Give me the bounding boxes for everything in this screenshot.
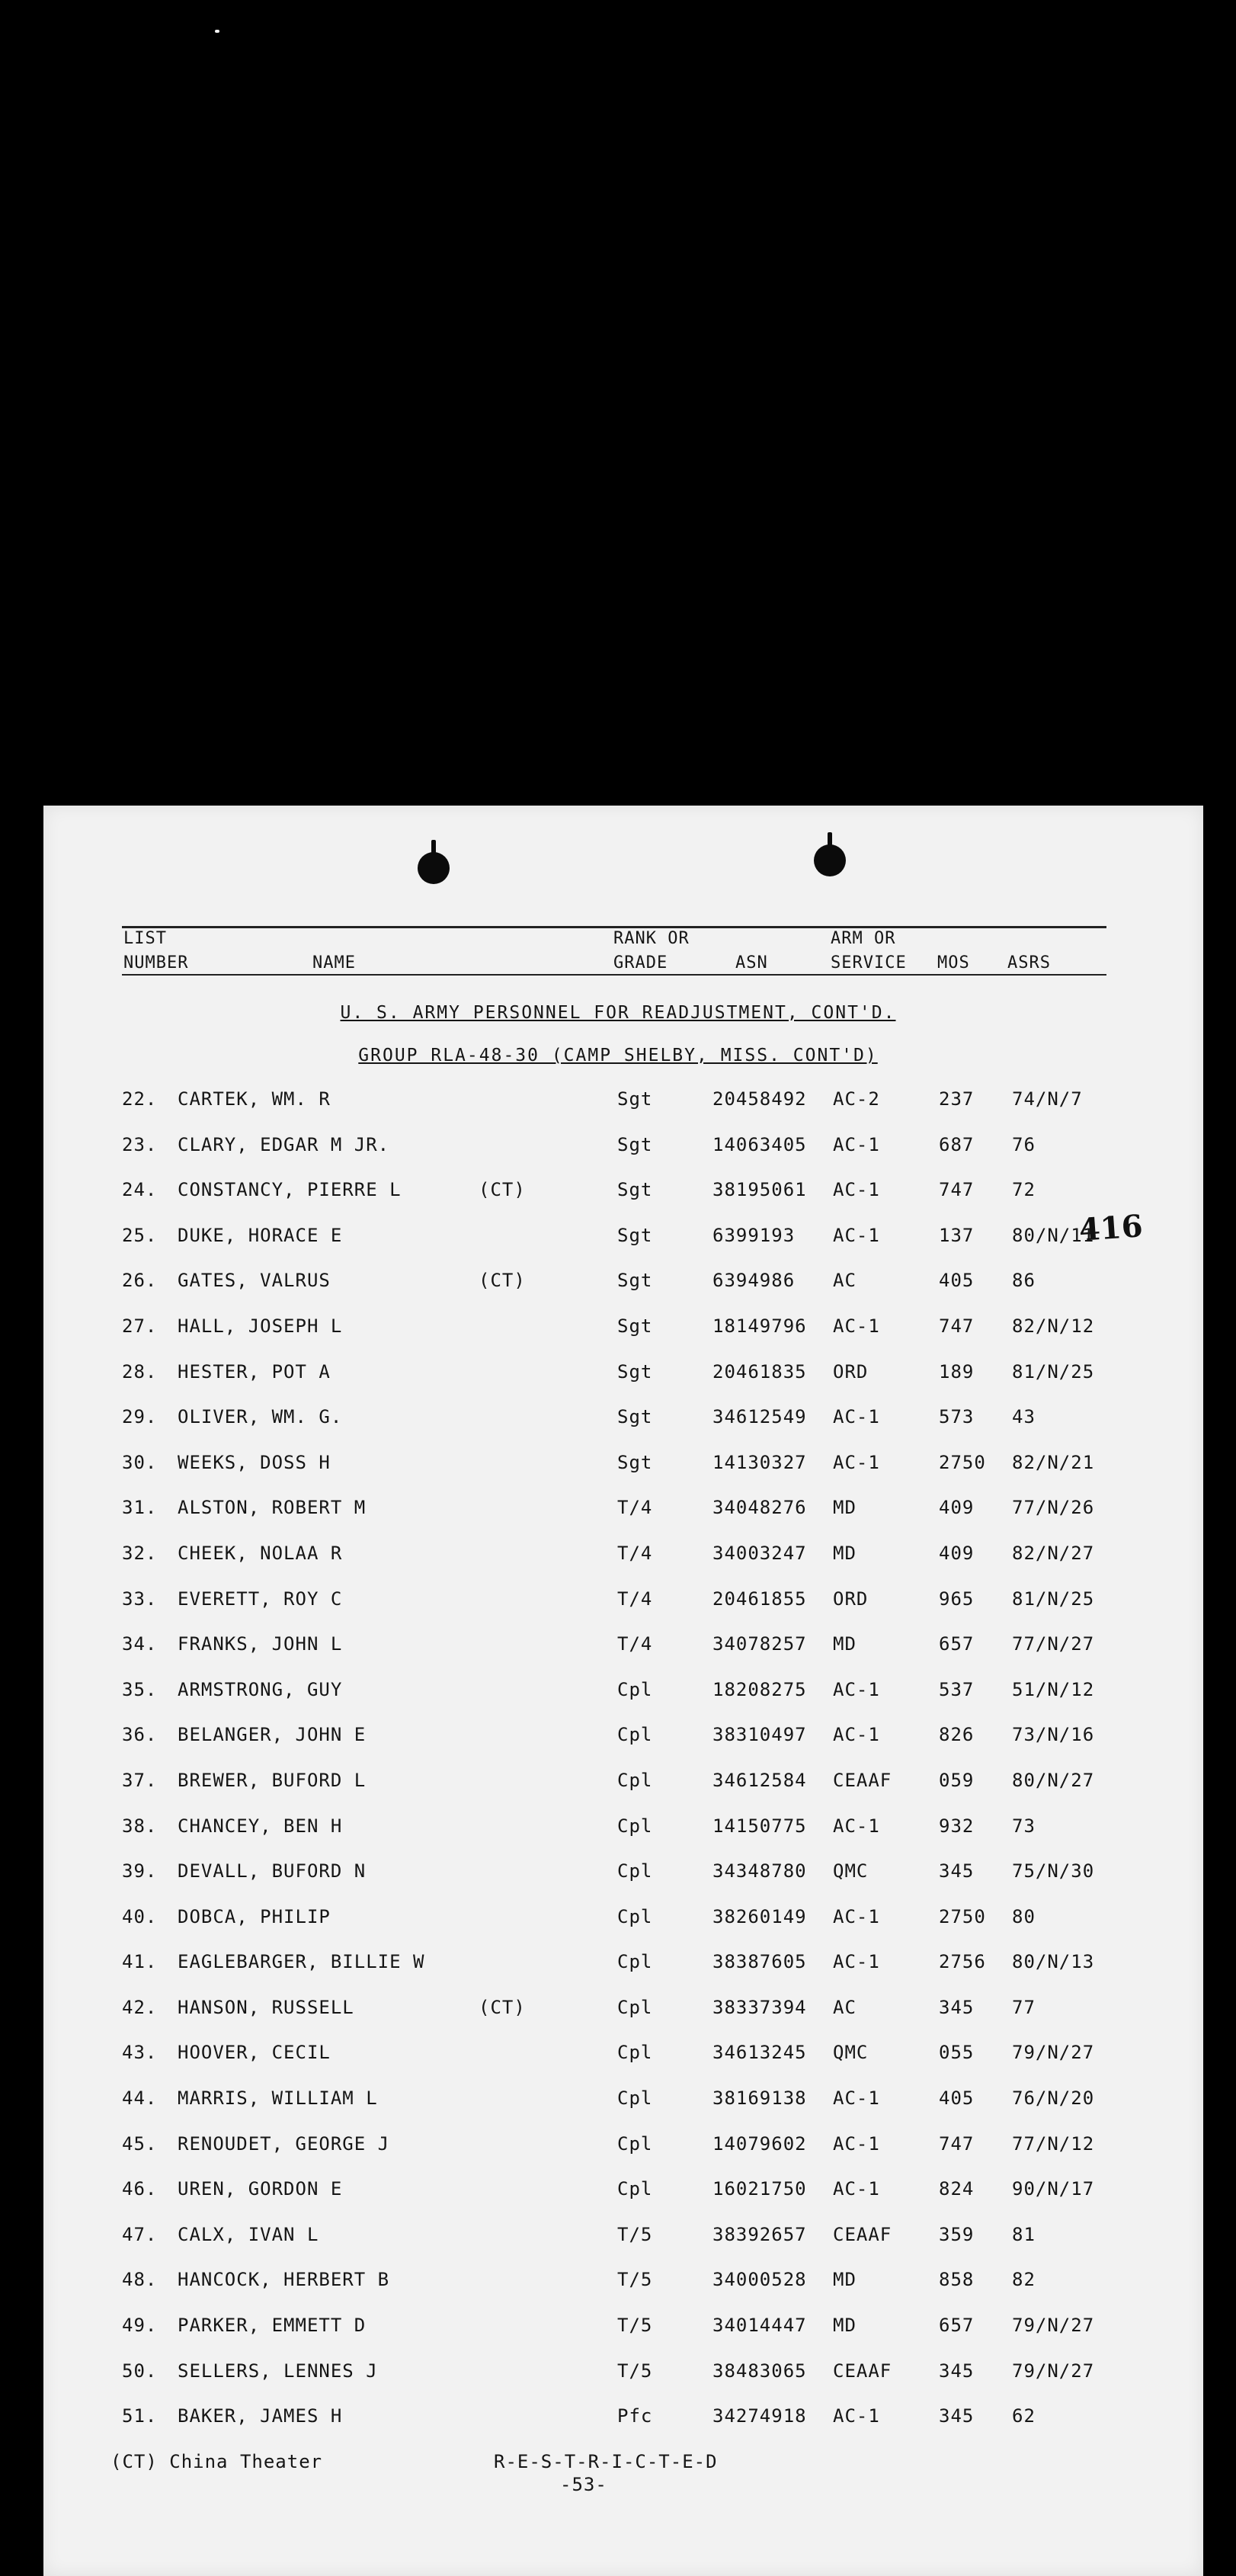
asrs: 81/N/25 — [1012, 1588, 1095, 1610]
asrs: 77/N/12 — [1012, 2132, 1095, 2155]
grade: Cpl — [617, 1678, 653, 1700]
asn: 34014447 — [712, 2315, 807, 2337]
person-name: BREWER, BUFORD L — [178, 1769, 367, 1791]
asrs: 79/N/27 — [1012, 2042, 1095, 2064]
person-name: DOBCA, PHILIP — [178, 1905, 331, 1927]
arm-service: ORD — [833, 1588, 869, 1610]
table-row — [0, 2354, 1236, 2400]
list-number: 50. — [122, 2360, 158, 2382]
asrs: 79/N/27 — [1012, 2360, 1095, 2382]
asn: 34612549 — [712, 1406, 807, 1428]
asrs: 74/N/7 — [1012, 1088, 1083, 1110]
mos: 858 — [939, 2269, 975, 2291]
person-name: HANSON, RUSSELL — [178, 1996, 354, 2018]
col-header-name: NAME — [312, 953, 356, 972]
arm-service: CEAAF — [833, 2360, 892, 2382]
asn: 16021750 — [712, 2178, 807, 2200]
person-name: CONSTANCY, PIERRE L — [178, 1179, 402, 1201]
grade: Cpl — [617, 2087, 653, 2110]
arm-service: ORD — [833, 1360, 869, 1383]
table-row — [0, 1128, 1236, 1174]
list-number: 30. — [122, 1451, 158, 1473]
asrs: 76 — [1012, 1133, 1036, 1155]
grade: Cpl — [617, 1769, 653, 1791]
arm-service: QMC — [833, 2042, 869, 2064]
grade: Cpl — [617, 1860, 653, 1882]
asn: 14063405 — [712, 1133, 807, 1155]
list-number: 47. — [122, 2223, 158, 2245]
grade: T/4 — [617, 1497, 653, 1519]
asn: 20458492 — [712, 1088, 807, 1110]
grade: Sgt — [617, 1179, 653, 1201]
list-number: 43. — [122, 2042, 158, 2064]
restricted-marking: R-E-S-T-R-I-C-T-E-D — [494, 2451, 718, 2472]
asrs: 81 — [1012, 2223, 1036, 2245]
asn: 34612584 — [712, 1769, 807, 1791]
list-number: 45. — [122, 2132, 158, 2155]
col-header-service: SERVICE — [831, 953, 907, 972]
mos: 537 — [939, 1678, 975, 1700]
col-header-list: LIST — [123, 929, 167, 948]
asn: 38310497 — [712, 1724, 807, 1746]
arm-service: AC-1 — [833, 1406, 880, 1428]
list-number: 41. — [122, 1951, 158, 1973]
list-number: 22. — [122, 1088, 158, 1110]
asn: 18208275 — [712, 1678, 807, 1700]
mos: 826 — [939, 1724, 975, 1746]
mos: 345 — [939, 1996, 975, 2018]
table-row — [0, 1718, 1236, 1764]
punch-hole-right — [814, 844, 846, 876]
table-row — [0, 2218, 1236, 2264]
asrs: 90/N/17 — [1012, 2178, 1095, 2200]
list-number: 32. — [122, 1542, 158, 1564]
asrs: 62 — [1012, 2405, 1036, 2427]
list-number: 46. — [122, 2178, 158, 2200]
arm-service: AC-1 — [833, 2178, 880, 2200]
list-number: 37. — [122, 1769, 158, 1791]
mos: 345 — [939, 2405, 975, 2427]
asn: 14079602 — [712, 2132, 807, 2155]
table-row — [0, 1854, 1236, 1900]
asrs: 79/N/27 — [1012, 2315, 1095, 2337]
table-row — [0, 1809, 1236, 1855]
asrs: 82/N/12 — [1012, 1315, 1095, 1337]
asn: 14150775 — [712, 1815, 807, 1837]
person-name: EAGLEBARGER, BILLIE W — [178, 1951, 425, 1973]
person-name: CHEEK, NOLAA R — [178, 1542, 343, 1564]
grade: T/4 — [617, 1633, 653, 1655]
table-row — [0, 1764, 1236, 1809]
asn: 34078257 — [712, 1633, 807, 1655]
grade: T/4 — [617, 1542, 653, 1564]
mos: 657 — [939, 1633, 975, 1655]
person-name: HANCOCK, HERBERT B — [178, 2269, 390, 2291]
mos: 747 — [939, 1315, 975, 1337]
person-name: DUKE, HORACE E — [178, 1224, 343, 1246]
person-name: GATES, VALRUS — [178, 1270, 331, 1292]
grade: T/5 — [617, 2223, 653, 2245]
asn: 34003247 — [712, 1542, 807, 1564]
asrs: 77 — [1012, 1996, 1036, 2018]
list-number: 23. — [122, 1133, 158, 1155]
dust-speck — [215, 30, 219, 33]
grade: Cpl — [617, 2132, 653, 2155]
table-row — [0, 1173, 1236, 1219]
mos: 405 — [939, 1270, 975, 1292]
grade: Cpl — [617, 2042, 653, 2064]
table-row — [0, 2399, 1236, 2445]
asn: 20461835 — [712, 1360, 807, 1383]
arm-service: AC-1 — [833, 2132, 880, 2155]
asn: 38260149 — [712, 1905, 807, 1927]
grade: Sgt — [617, 1406, 653, 1428]
table-row — [0, 2036, 1236, 2081]
col-header-arm: ARM OR — [831, 929, 896, 948]
asrs: 82/N/21 — [1012, 1451, 1095, 1473]
personnel-list — [0, 1082, 1236, 2445]
mos: 405 — [939, 2087, 975, 2110]
table-row — [0, 1082, 1236, 1128]
mos: 189 — [939, 1360, 975, 1383]
table-row — [0, 2081, 1236, 2127]
table-row — [0, 1991, 1236, 2036]
asn: 20461855 — [712, 1588, 807, 1610]
arm-service: CEAAF — [833, 2223, 892, 2245]
person-name: MARRIS, WILLIAM L — [178, 2087, 378, 2110]
mos: 237 — [939, 1088, 975, 1110]
asrs: 73/N/16 — [1012, 1724, 1095, 1746]
asn: 38169138 — [712, 2087, 807, 2110]
grade: Sgt — [617, 1315, 653, 1337]
grade: Cpl — [617, 1905, 653, 1927]
list-number: 51. — [122, 2405, 158, 2427]
asrs: 76/N/20 — [1012, 2087, 1095, 2110]
person-name: HOOVER, CECIL — [178, 2042, 331, 2064]
list-number: 42. — [122, 1996, 158, 2018]
arm-service: MD — [833, 1542, 857, 1564]
grade: Cpl — [617, 1724, 653, 1746]
header-bottom-rule — [122, 974, 1106, 976]
group-title: GROUP RLA-48-30 (CAMP SHELBY, MISS. CONT'D) — [358, 1046, 878, 1065]
list-number: 28. — [122, 1360, 158, 1383]
list-number: 35. — [122, 1678, 158, 1700]
asn: 6394986 — [712, 1270, 796, 1292]
arm-service: AC-1 — [833, 1815, 880, 1837]
theater-note: (CT) — [479, 1996, 526, 2018]
asrs: 81/N/25 — [1012, 1360, 1095, 1383]
list-number: 33. — [122, 1588, 158, 1610]
arm-service: QMC — [833, 1860, 869, 1882]
grade: Sgt — [617, 1088, 653, 1110]
grade: T/5 — [617, 2360, 653, 2382]
grade: T/5 — [617, 2269, 653, 2291]
col-header-asrs: ASRS — [1007, 953, 1051, 972]
asrs: 82/N/27 — [1012, 1542, 1095, 1564]
col-header-grade: GRADE — [613, 953, 668, 972]
table-row — [0, 2263, 1236, 2308]
col-header-asn: ASN — [735, 953, 768, 972]
grade: Sgt — [617, 1360, 653, 1383]
arm-service: AC-1 — [833, 1179, 880, 1201]
table-row — [0, 1491, 1236, 1536]
person-name: CHANCEY, BEN H — [178, 1815, 343, 1837]
table-row — [0, 1309, 1236, 1355]
table-row — [0, 1900, 1236, 1946]
table-row — [0, 1582, 1236, 1628]
asn: 38195061 — [712, 1179, 807, 1201]
table-row — [0, 1673, 1236, 1719]
grade: T/5 — [617, 2315, 653, 2337]
person-name: HESTER, POT A — [178, 1360, 331, 1383]
arm-service: AC-1 — [833, 1451, 880, 1473]
table-row — [0, 1446, 1236, 1491]
mos: 932 — [939, 1815, 975, 1837]
asrs: 43 — [1012, 1406, 1036, 1428]
list-number: 39. — [122, 1860, 158, 1882]
list-number: 44. — [122, 2087, 158, 2110]
person-name: DEVALL, BUFORD N — [178, 1860, 367, 1882]
asn: 14130327 — [712, 1451, 807, 1473]
asrs: 75/N/30 — [1012, 1860, 1095, 1882]
punch-hole-left — [418, 852, 450, 884]
person-name: ALSTON, ROBERT M — [178, 1497, 367, 1519]
list-number: 26. — [122, 1270, 158, 1292]
asrs: 77/N/26 — [1012, 1497, 1095, 1519]
theater-note: (CT) — [479, 1270, 526, 1292]
arm-service: AC-2 — [833, 1088, 880, 1110]
asn: 34000528 — [712, 2269, 807, 2291]
asn: 38337394 — [712, 1996, 807, 2018]
mos: 055 — [939, 2042, 975, 2064]
arm-service: AC-1 — [833, 2087, 880, 2110]
person-name: FRANKS, JOHN L — [178, 1633, 343, 1655]
arm-service: AC — [833, 1270, 857, 1292]
list-number: 27. — [122, 1315, 158, 1337]
asrs: 77/N/27 — [1012, 1633, 1095, 1655]
grade: Sgt — [617, 1451, 653, 1473]
arm-service: AC-1 — [833, 1951, 880, 1973]
asrs: 80 — [1012, 1905, 1036, 1927]
arm-service: MD — [833, 1497, 857, 1519]
col-header-mos: MOS — [937, 953, 970, 972]
asn: 38387605 — [712, 1951, 807, 1973]
asn: 38392657 — [712, 2223, 807, 2245]
arm-service: MD — [833, 2269, 857, 2291]
list-number: 49. — [122, 2315, 158, 2337]
mos: 657 — [939, 2315, 975, 2337]
person-name: HALL, JOSEPH L — [178, 1315, 343, 1337]
asrs: 86 — [1012, 1270, 1036, 1292]
asrs: 72 — [1012, 1179, 1036, 1201]
asn: 34048276 — [712, 1497, 807, 1519]
mos: 345 — [939, 2360, 975, 2382]
asrs: 82 — [1012, 2269, 1036, 2291]
mos: 824 — [939, 2178, 975, 2200]
person-name: EVERETT, ROY C — [178, 1588, 343, 1610]
person-name: UREN, GORDON E — [178, 2178, 343, 2200]
list-number: 29. — [122, 1406, 158, 1428]
mos: 2750 — [939, 1905, 986, 1927]
table-row — [0, 1536, 1236, 1582]
table-row — [0, 2127, 1236, 2173]
asn: 18149796 — [712, 1315, 807, 1337]
person-name: CALX, IVAN L — [178, 2223, 319, 2245]
arm-service: AC-1 — [833, 1224, 880, 1246]
asn: 34274918 — [712, 2405, 807, 2427]
grade: Cpl — [617, 1815, 653, 1837]
arm-service: CEAAF — [833, 1769, 892, 1791]
mos: 137 — [939, 1224, 975, 1246]
table-row — [0, 1627, 1236, 1673]
arm-service: MD — [833, 2315, 857, 2337]
mos: 345 — [939, 1860, 975, 1882]
asrs: 51/N/12 — [1012, 1678, 1095, 1700]
person-name: ARMSTRONG, GUY — [178, 1678, 343, 1700]
person-name: SELLERS, LENNES J — [178, 2360, 378, 2382]
grade: Sgt — [617, 1270, 653, 1292]
list-number: 24. — [122, 1179, 158, 1201]
person-name: CLARY, EDGAR M JR. — [178, 1133, 390, 1155]
grade: Sgt — [617, 1133, 653, 1155]
arm-service: AC-1 — [833, 1905, 880, 1927]
arm-service: AC-1 — [833, 1724, 880, 1746]
person-name: CARTEK, WM. R — [178, 1088, 331, 1110]
page-number-stamp: 416 — [1077, 1208, 1145, 1248]
mos: 2756 — [939, 1951, 986, 1973]
table-row — [0, 1219, 1236, 1264]
mos: 409 — [939, 1542, 975, 1564]
table-row — [0, 1355, 1236, 1401]
arm-service: AC-1 — [833, 1678, 880, 1700]
arm-service: AC-1 — [833, 1315, 880, 1337]
list-number: 25. — [122, 1224, 158, 1246]
table-row — [0, 2308, 1236, 2354]
asn: 34613245 — [712, 2042, 807, 2064]
mos: 747 — [939, 2132, 975, 2155]
grade: Cpl — [617, 1951, 653, 1973]
list-number: 36. — [122, 1724, 158, 1746]
list-number: 31. — [122, 1497, 158, 1519]
col-header-number: NUMBER — [123, 953, 189, 972]
arm-service: AC-1 — [833, 1133, 880, 1155]
grade: Pfc — [617, 2405, 653, 2427]
asrs: 80/N/27 — [1012, 1769, 1095, 1791]
footer-legend: (CT) China Theater — [110, 2451, 323, 2472]
asn: 38483065 — [712, 2360, 807, 2382]
mos: 359 — [939, 2223, 975, 2245]
grade: T/4 — [617, 1588, 653, 1610]
grade: Cpl — [617, 2178, 653, 2200]
document-title: U. S. ARMY PERSONNEL FOR READJUSTMENT, CONT'D. — [340, 1003, 896, 1023]
table-row — [0, 2172, 1236, 2218]
col-header-rank: RANK OR — [613, 929, 690, 948]
mos: 573 — [939, 1406, 975, 1428]
theater-note: (CT) — [479, 1179, 526, 1201]
page-number: -53- — [560, 2474, 607, 2495]
arm-service: MD — [833, 1633, 857, 1655]
grade: Sgt — [617, 1224, 653, 1246]
mos: 687 — [939, 1133, 975, 1155]
grade: Cpl — [617, 1996, 653, 2018]
person-name: PARKER, EMMETT D — [178, 2315, 367, 2337]
mos: 2750 — [939, 1451, 986, 1473]
asn: 34348780 — [712, 1860, 807, 1882]
table-row — [0, 1945, 1236, 1991]
asrs: 80/N/13 — [1012, 1951, 1095, 1973]
mos: 747 — [939, 1179, 975, 1201]
mos: 409 — [939, 1497, 975, 1519]
person-name: BAKER, JAMES H — [178, 2405, 343, 2427]
mos: 059 — [939, 1769, 975, 1791]
person-name: OLIVER, WM. G. — [178, 1406, 343, 1428]
person-name: WEEKS, DOSS H — [178, 1451, 331, 1473]
person-name: RENOUDET, GEORGE J — [178, 2132, 390, 2155]
list-number: 40. — [122, 1905, 158, 1927]
person-name: BELANGER, JOHN E — [178, 1724, 367, 1746]
mos: 965 — [939, 1588, 975, 1610]
arm-service: AC — [833, 1996, 857, 2018]
table-row — [0, 1400, 1236, 1446]
list-number: 48. — [122, 2269, 158, 2291]
asn: 6399193 — [712, 1224, 796, 1246]
arm-service: AC-1 — [833, 2405, 880, 2427]
asrs: 73 — [1012, 1815, 1036, 1837]
table-row — [0, 1264, 1236, 1309]
list-number: 34. — [122, 1633, 158, 1655]
list-number: 38. — [122, 1815, 158, 1837]
asrs: 80/N/11 — [1012, 1224, 1095, 1246]
